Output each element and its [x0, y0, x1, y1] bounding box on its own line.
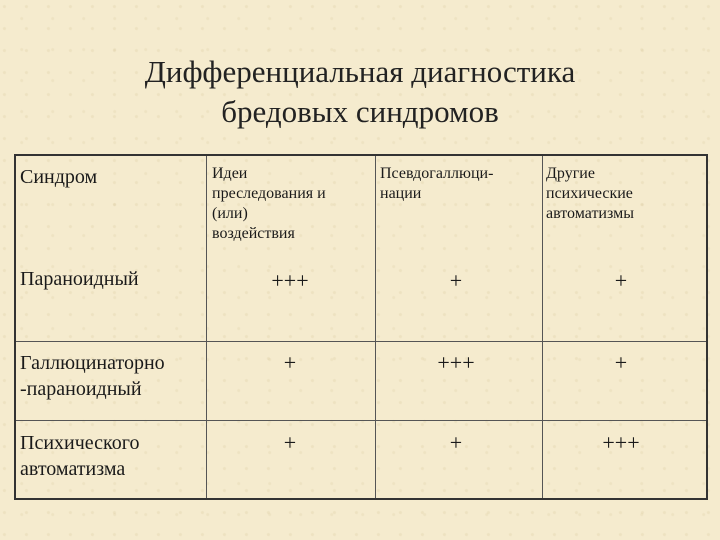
header-other-line: автоматизмы [546, 205, 634, 222]
header-ideas-line: Идеи [212, 165, 248, 182]
header-pseudohallucinations [380, 164, 493, 204]
cell-hallucinatory-pseudo: +++ [437, 350, 475, 375]
cell-automatism-pseudo: + [449, 430, 463, 455]
header-other-line: Другие [546, 165, 595, 182]
cell-hallucinatory-ideas: + [283, 350, 297, 375]
title-line-1: Дифференциальная диагностика [144, 54, 576, 89]
row-label-line: -параноидный [20, 378, 142, 400]
row-label-paranoid: Параноидный [20, 268, 139, 290]
cell-automatism-other: +++ [602, 430, 640, 455]
header-other-automatisms [546, 164, 634, 224]
diagnosis-table [14, 154, 708, 500]
row-divider [16, 420, 706, 421]
header-pseudo-line: нации [380, 185, 422, 202]
header-ideas-line: (или) [212, 205, 248, 222]
header-syndrome: Синдром [20, 166, 98, 188]
row-label-hallucinatory-paranoid [20, 350, 165, 402]
column-divider [375, 156, 376, 498]
header-pseudo-line: Псевдогаллюци- [380, 165, 494, 182]
header-ideas [212, 164, 326, 244]
header-other-line: психические [546, 185, 633, 202]
slide-title [0, 52, 720, 132]
cell-paranoid-pseudo: + [449, 268, 463, 293]
title-line-2: бредовых синдромов [221, 94, 499, 129]
row-label-line: автоматизма [20, 458, 126, 480]
column-divider [542, 156, 543, 498]
row-label-line: Психического [20, 432, 140, 454]
cell-hallucinatory-other: + [614, 350, 628, 375]
row-label-line: Галлюцинаторно [20, 352, 165, 374]
header-ideas-line: преследования и [212, 185, 326, 202]
row-divider [16, 341, 706, 342]
column-divider [206, 156, 207, 498]
header-ideas-line: воздействия [212, 225, 295, 242]
cell-paranoid-ideas: +++ [271, 268, 309, 293]
cell-paranoid-other: + [614, 268, 628, 293]
cell-automatism-ideas: + [283, 430, 297, 455]
row-label-mental-automatism [20, 430, 139, 482]
